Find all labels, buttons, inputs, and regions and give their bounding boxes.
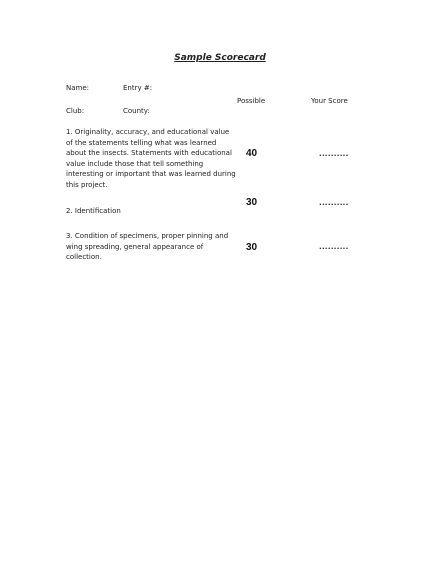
county-label: County: — [123, 107, 150, 115]
club-label: Club: — [66, 107, 85, 115]
possible-column-header: Possible — [237, 97, 266, 105]
criterion-1-text: 1. Originality, accuracy, and educational value of the statements telling what was learned about the insects. Statements with educational value include those that tell something interesting or important that was learned during this project. — [66, 128, 236, 189]
criterion-1-score-blank[interactable]: .......... — [319, 150, 349, 158]
name-label: Name: — [66, 84, 90, 92]
criterion-3-score-blank[interactable]: .......... — [319, 243, 349, 251]
your-score-column-header: Your Score — [311, 97, 348, 105]
criterion-1-possible: 40 — [246, 148, 258, 159]
criterion-3-text: 3. Condition of specimens, proper pinning and wing spreading, general appearance of collection. — [66, 232, 229, 261]
page-title: Sample Scorecard — [174, 53, 266, 63]
criterion-2-score-blank[interactable]: .......... — [319, 199, 349, 207]
criterion-3-possible: 30 — [246, 242, 258, 253]
criterion-2-possible: 30 — [246, 197, 258, 208]
criterion-2-text: 2. Identification — [66, 207, 121, 215]
entry-label: Entry #: — [123, 84, 153, 92]
